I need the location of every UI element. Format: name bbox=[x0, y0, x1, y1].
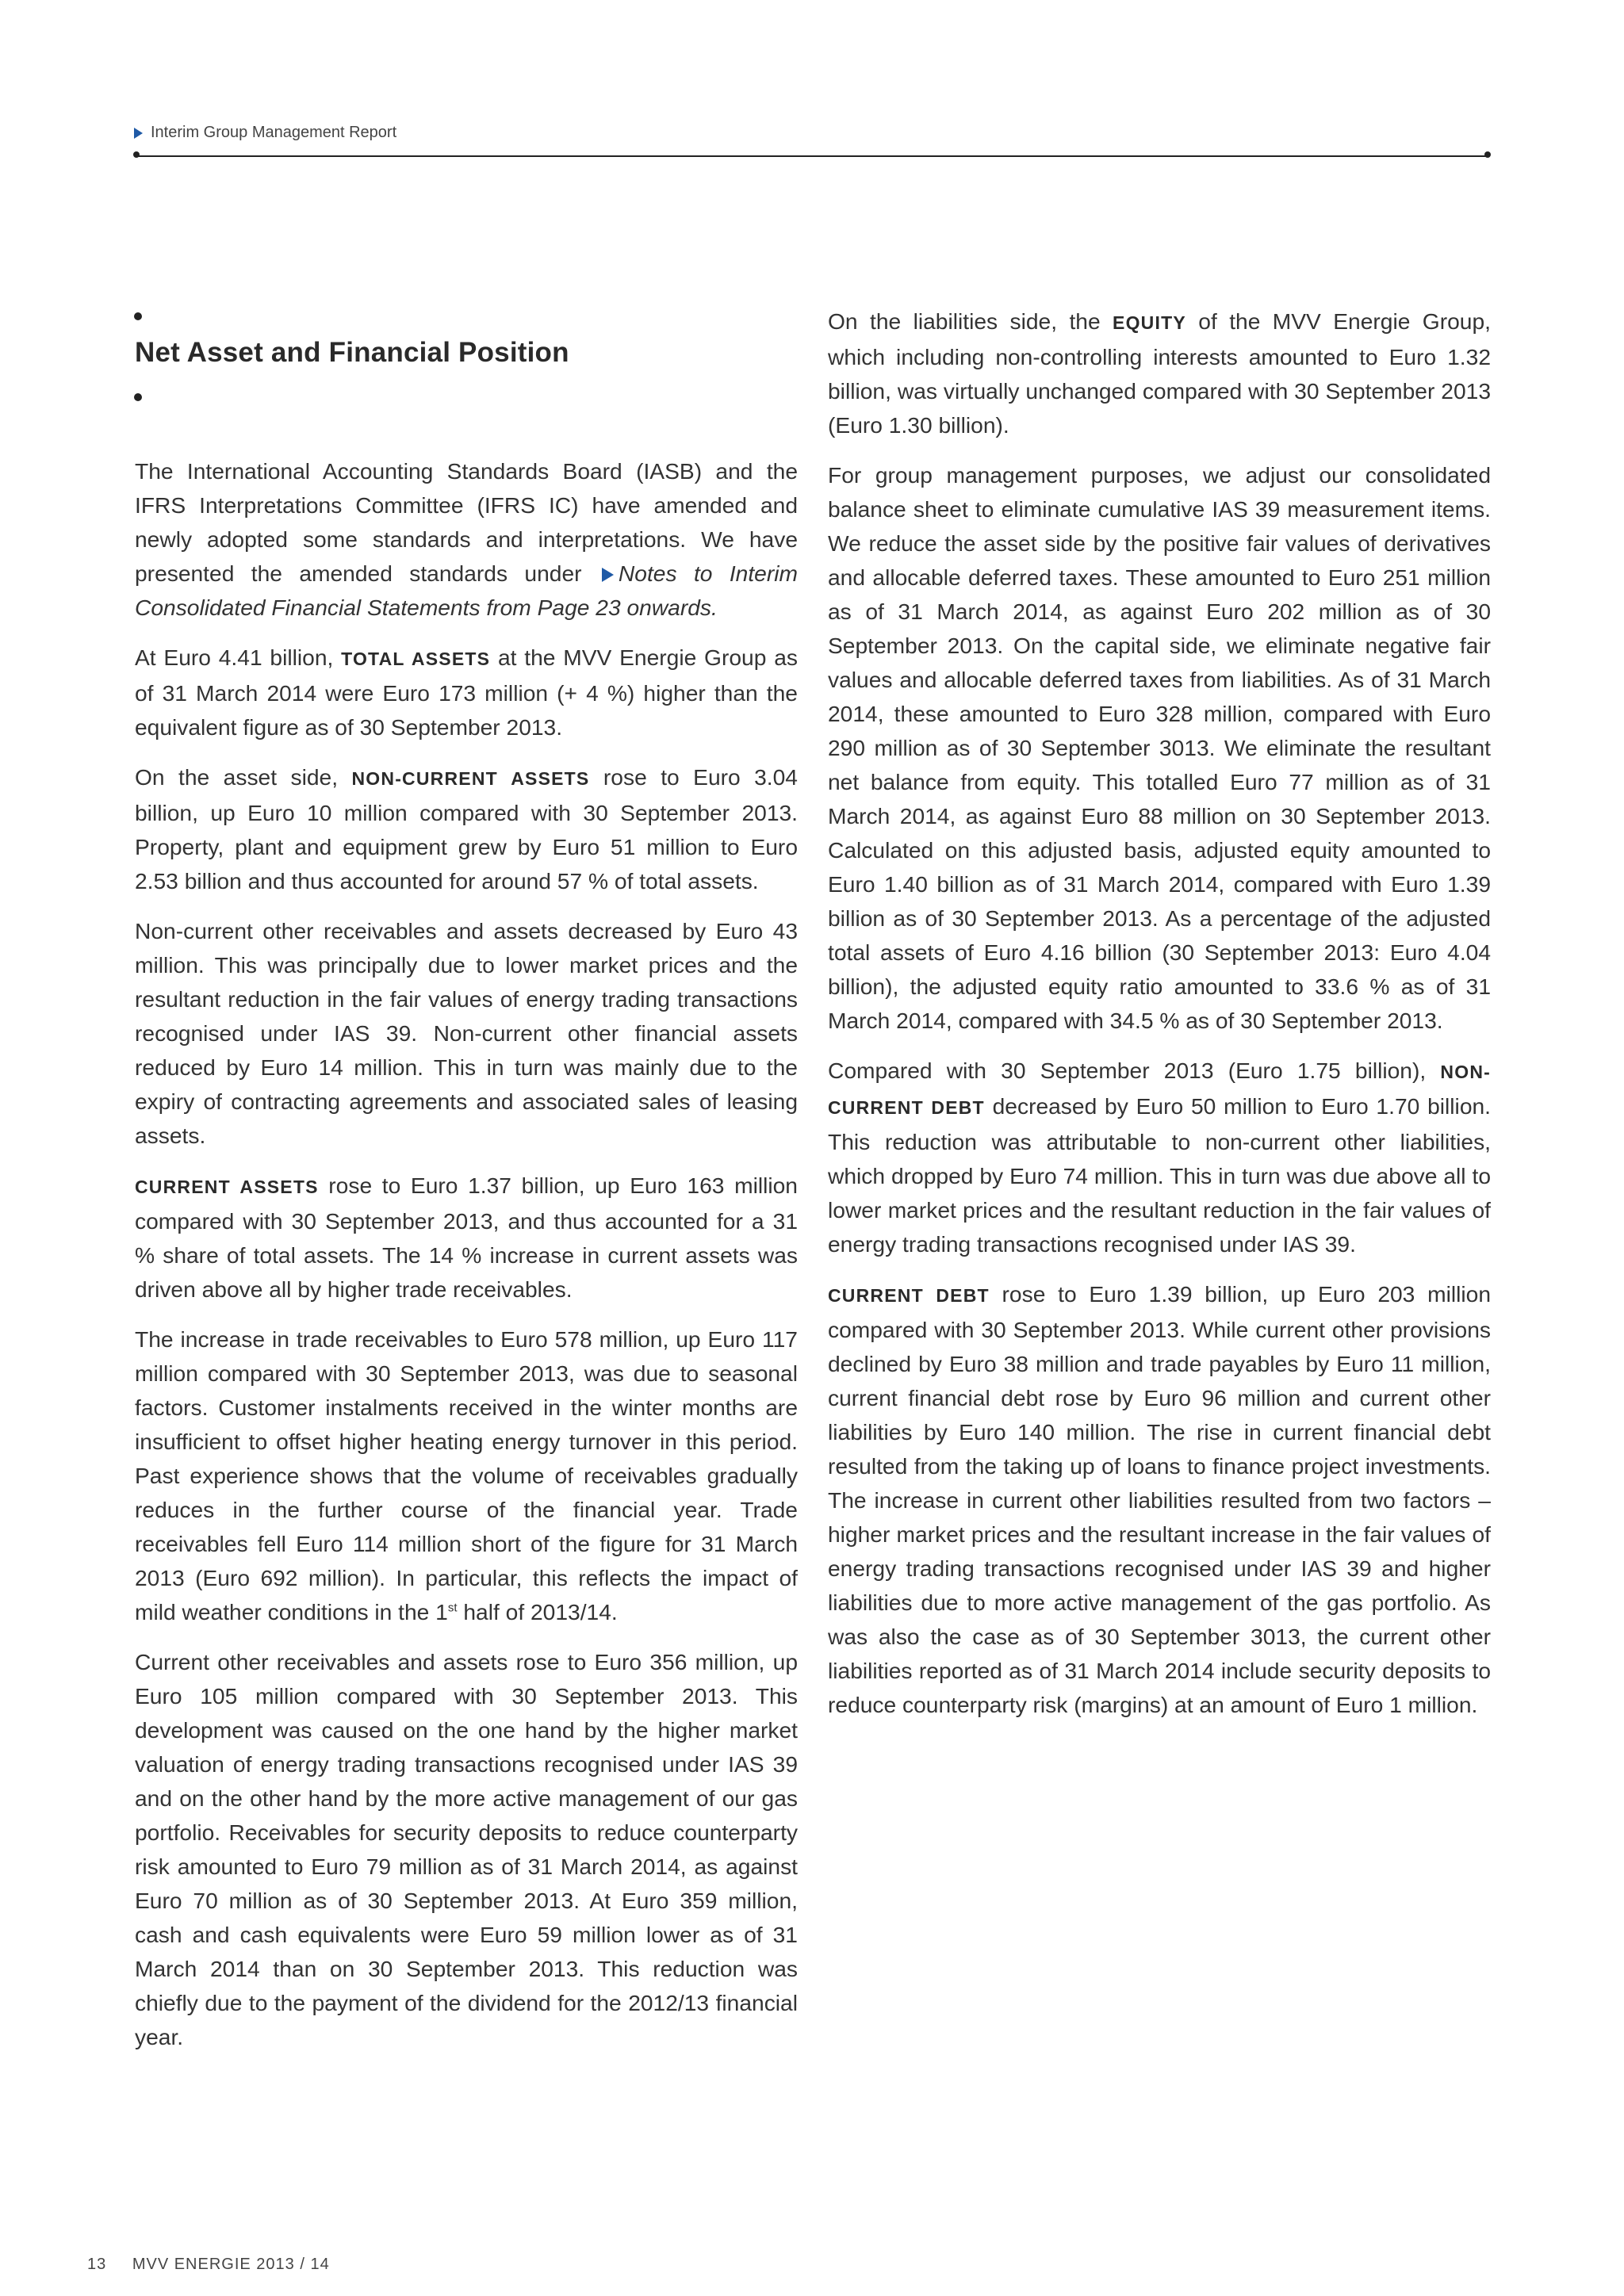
paragraph-current-assets: CURRENT ASSETS rose to Euro 1.37 billion, up Euro 163 million compared with 30 September 2013, and thus accounted for a 31 % share of total assets. The 14 % increase in current assets was driven above all by higher trade receivables. bbox=[135, 1173, 798, 1302]
paragraph-ifrs-amendments: The International Accounting Standards Board (IASB) and the IFRS Interpretations Committee (IFRS IC) have amended and newly adopted some standards and interpretations. We have presented the amended standards under Notes to Interim Consolidated Financial Statements from Page 23 onwards. bbox=[135, 458, 798, 620]
rule-end-dot bbox=[1484, 151, 1491, 158]
paragraph-current-debt: CURRENT DEBT rose to Euro 1.39 billion, up Euro 203 million compared with 30 September 2013. While current other provisions declined by Euro 38 million and trade payables by Euro 11 million, current financial debt rose by Euro 96 million and current other liabilities by Euro 140 million. The rise in current financial debt resulted from the taking up of loans to finance project investments. The increase in current other liabilities resulted from two factors – higher market prices and the resultant increase in the fair values of energy trading transactions recognised under IAS 39 and higher liabilities due to more active management of the gas portfolio. As was also the case as of 30 September 3013, the current other liabilities reported as of 31 March 2014 include security deposits to reduce counterparty risk (margins) at an amount of Euro 1 million. bbox=[828, 1281, 1491, 1717]
paragraph-non-current-receivables: Non-current other receivables and assets decreased by Euro 43 million. This was principally due to lower market prices and the resultant reduction in the fair values of energy trading transactions recognised under IAS 39. Non-current other financial assets reduced by Euro 14 million. This in turn was mainly due to the expiry of contracting agreements and associated sales of leasing assets. bbox=[135, 918, 798, 1148]
heading-top-bullet bbox=[134, 312, 142, 320]
left-column bbox=[135, 454, 798, 2070]
triangle-right-icon bbox=[134, 128, 143, 139]
keyword-total-assets: TOTAL ASSETS bbox=[341, 649, 491, 669]
rule-start-dot bbox=[133, 151, 140, 158]
paragraph-non-current-assets: On the asset side, NON-CURRENT ASSETS rose to Euro 3.04 billion, up Euro 10 million compared with 30 September 2013. Property, plant and equipment grew by Euro 51 million to Euro 2.53 billion and thus accounted for around 57 % of total assets. bbox=[135, 764, 798, 894]
paragraph-adjusted-balance-sheet: For group management purposes, we adjust our consolidated balance sheet to eliminate cumulative IAS 39 measurement items. We reduce the asset side by the positive fair values of derivatives and allocable deferred taxes. These amounted to Euro 251 million as of 31 March 2014, as against Euro 202 million as of 30 September 2013. On the capital side, we eliminate negative fair values and allocable deferred taxes from liabilities. As of 31 March 2014, these amounted to Euro 328 million, compared with Euro 290 million as of 30 September 3013. We eliminate the resultant net balance from equity. This totalled Euro 77 million as of 31 March 2014, as against Euro 88 million on 30 September 2013. Calculated on this adjusted basis, adjusted equity amounted to Euro 1.40 billion as of 31 March 2014, compared with Euro 1.39 billion as of 30 September 2013. As a percentage of the adjusted total assets of Euro 4.16 billion (30 September 2013: Euro 4.04 billion), the adjusted equity ratio amounted to 33.6 % as of 31 March 2014, compared with 34.5 % as of 30 September 2013. bbox=[828, 462, 1491, 1033]
keyword-current-assets: CURRENT ASSETS bbox=[135, 1177, 319, 1197]
paragraph-total-assets: At Euro 4.41 billion, TOTAL ASSETS at the MVV Energie Group as of 31 March 2014 were Euro 173 million (+ 4 %) higher than the equivalent figure as of 30 September 2013. bbox=[135, 645, 798, 740]
keyword-non-current-assets: NON-CURRENT ASSETS bbox=[351, 768, 590, 789]
notes-cross-reference-link[interactable]: Notes to Interim Consolidated Financial Statements from Page 23 onwards. bbox=[135, 561, 798, 620]
section-title: Net Asset and Financial Position bbox=[135, 337, 569, 368]
running-header bbox=[134, 124, 396, 142]
publication-title: MVV ENERGIE 2013 / 14 bbox=[132, 2256, 330, 2273]
keyword-non-current-debt: NON-CURRENT DEBT bbox=[828, 1062, 1491, 1118]
paragraph-non-current-debt: Compared with 30 September 2013 (Euro 1.75 billion), NON-CURRENT DEBT decreased by Euro 50 million to Euro 1.70 billion. This reduction was attributable to non-current other liabilities, which dropped by Euro 74 million. This in turn was due above all to lower market prices and the resultant reduction in the fair values of energy trading transactions recognised under IAS 39. bbox=[828, 1058, 1492, 1257]
paragraph-current-other-receivables: Current other receivables and assets rose to Euro 356 million, up Euro 105 million compared with 30 September 2013. This development was caused on the one hand by the higher market valuation of energy trading transactions recognised under IAS 39 and on the other hand by the more active management of our gas portfolio. Receivables for security deposits to reduce counterparty risk amounted to Euro 79 million as of 31 March 2014, as against Euro 70 million as of 30 September 2013. At Euro 359 million, cash and cash equivalents were Euro 59 million lower as of 31 March 2014 than on 30 September 2013. This reduction was chiefly due to the payment of the dividend for the 2012/13 financial year. bbox=[135, 1649, 798, 2049]
heading-bottom-bullet bbox=[134, 393, 142, 401]
right-column bbox=[828, 304, 1491, 1738]
keyword-current-debt: CURRENT DEBT bbox=[828, 1285, 990, 1306]
page-number: 13 bbox=[87, 2256, 107, 2273]
paragraph-equity: On the liabilities side, the EQUITY of the MVV Energie Group, which including non-controlling interests amounted to Euro 1.32 billion, was virtually unchanged compared with 30 September 2013 (Euro 1.30 billion). bbox=[828, 308, 1491, 438]
paragraph-trade-receivables: The increase in trade receivables to Euro 578 million, up Euro 117 million compared with 30 September 2013, was due to seasonal factors. Customer instalments received in the winter months are insufficient to offset higher heating energy turnover in this period. Past experience shows that the volume of receivables gradually reduces in the further course of the financial year. Trade receivables fell Euro 114 million short of the figure for 31 March 2013 (Euro 692 million). In particular, this reflects the impact of mild weather conditions in the 1st half of 2013/14. bbox=[135, 1326, 798, 1624]
running-header-label: Interim Group Management Report bbox=[151, 124, 397, 141]
header-rule bbox=[136, 155, 1488, 157]
page-footer bbox=[87, 2256, 330, 2274]
triangle-right-icon bbox=[602, 568, 614, 582]
keyword-equity: EQUITY bbox=[1113, 312, 1186, 333]
